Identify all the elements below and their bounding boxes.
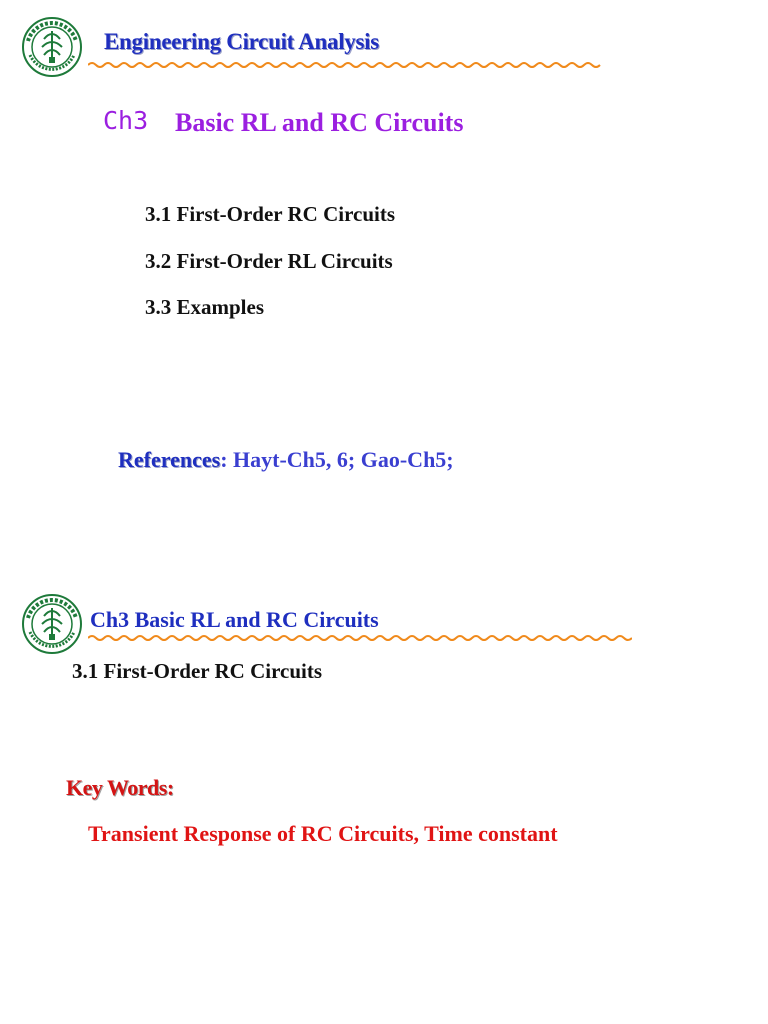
toc-item: 3.3 Examples <box>145 295 265 319</box>
chapter-code: Ch3 <box>103 106 149 135</box>
slide-header-title: Ch3 Basic RL and RC Circuits <box>90 607 379 632</box>
slide-2 <box>0 512 768 1024</box>
references-line <box>118 447 454 473</box>
keywords-colon: : <box>166 775 174 800</box>
wavy-divider <box>88 634 632 642</box>
references-text: : Hayt-Ch5, 6; Gao-Ch5; <box>220 447 454 472</box>
section-title: 3.1 First-Order RC Circuits <box>72 659 323 683</box>
course-title: Engineering Circuit Analysis <box>104 29 379 54</box>
chapter-title: Basic RL and RC Circuits <box>175 108 464 137</box>
wavy-divider <box>88 61 604 69</box>
keywords-label-line <box>66 775 174 801</box>
university-seal-icon <box>22 17 82 77</box>
keywords-label: Key Words <box>66 775 167 800</box>
keywords-text: Transient Response of RC Circuits, Time constant <box>88 821 558 846</box>
university-seal-icon <box>22 594 82 654</box>
toc-item: 3.2 First-Order RL Circuits <box>145 249 393 273</box>
references-label: References <box>118 447 221 472</box>
toc-item: 3.1 First-Order RC Circuits <box>145 202 396 226</box>
